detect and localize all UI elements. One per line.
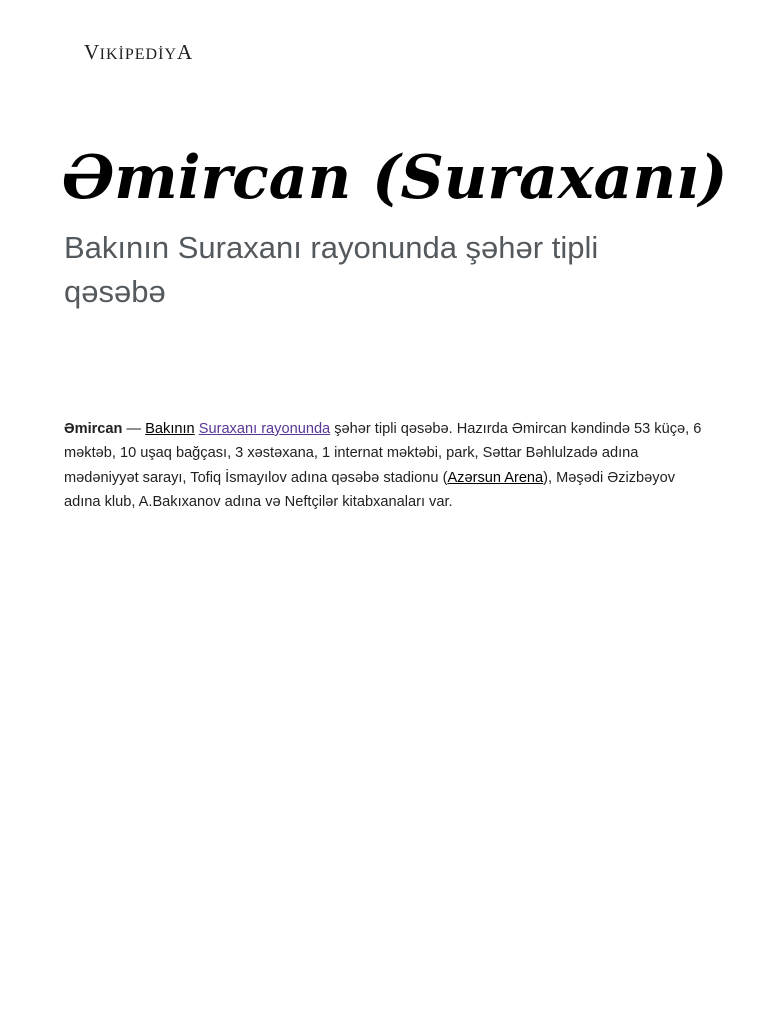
logo-first-letter: V [84,40,100,64]
page-subtitle: Bakının Suraxanı rayonunda şəhər tipli qəsəbə [64,230,599,309]
lead-paragraph [64,417,704,514]
lead-text-1: şəhər tipli qəsəbə. Hazırda Əmircan kəndində 53 küçə, 6 məktəb, 10 uşaq bağçası, 3 xəstəxana, 1 internat məktəbi, park, Səttar Bəhlulzadə adına mədəniyyət sarayı, Tofiq İsmayılov adına qəsəbə stadionu ( [64,421,702,486]
lead-dash: — [122,421,146,437]
logo-small-caps: IKİPEDİY [99,46,177,63]
wikipedia-logo[interactable] [84,40,193,67]
logo-last-letter: A [177,40,193,64]
lead-term: Əmircan [64,421,123,437]
link-suraxani-district[interactable]: Suraxanı rayonunda [198,421,331,437]
page-title: Əmircan (Suraxanı) [62,143,728,213]
link-baku[interactable]: Bakının [145,421,195,437]
link-azersun-arena[interactable]: Azərsun Arena [447,469,544,486]
lead-text-2: ), Məşədi Əzizbəyov adına klub, A.Bakıxanov adına və Neftçilər kitabxanaları var. [64,469,676,510]
